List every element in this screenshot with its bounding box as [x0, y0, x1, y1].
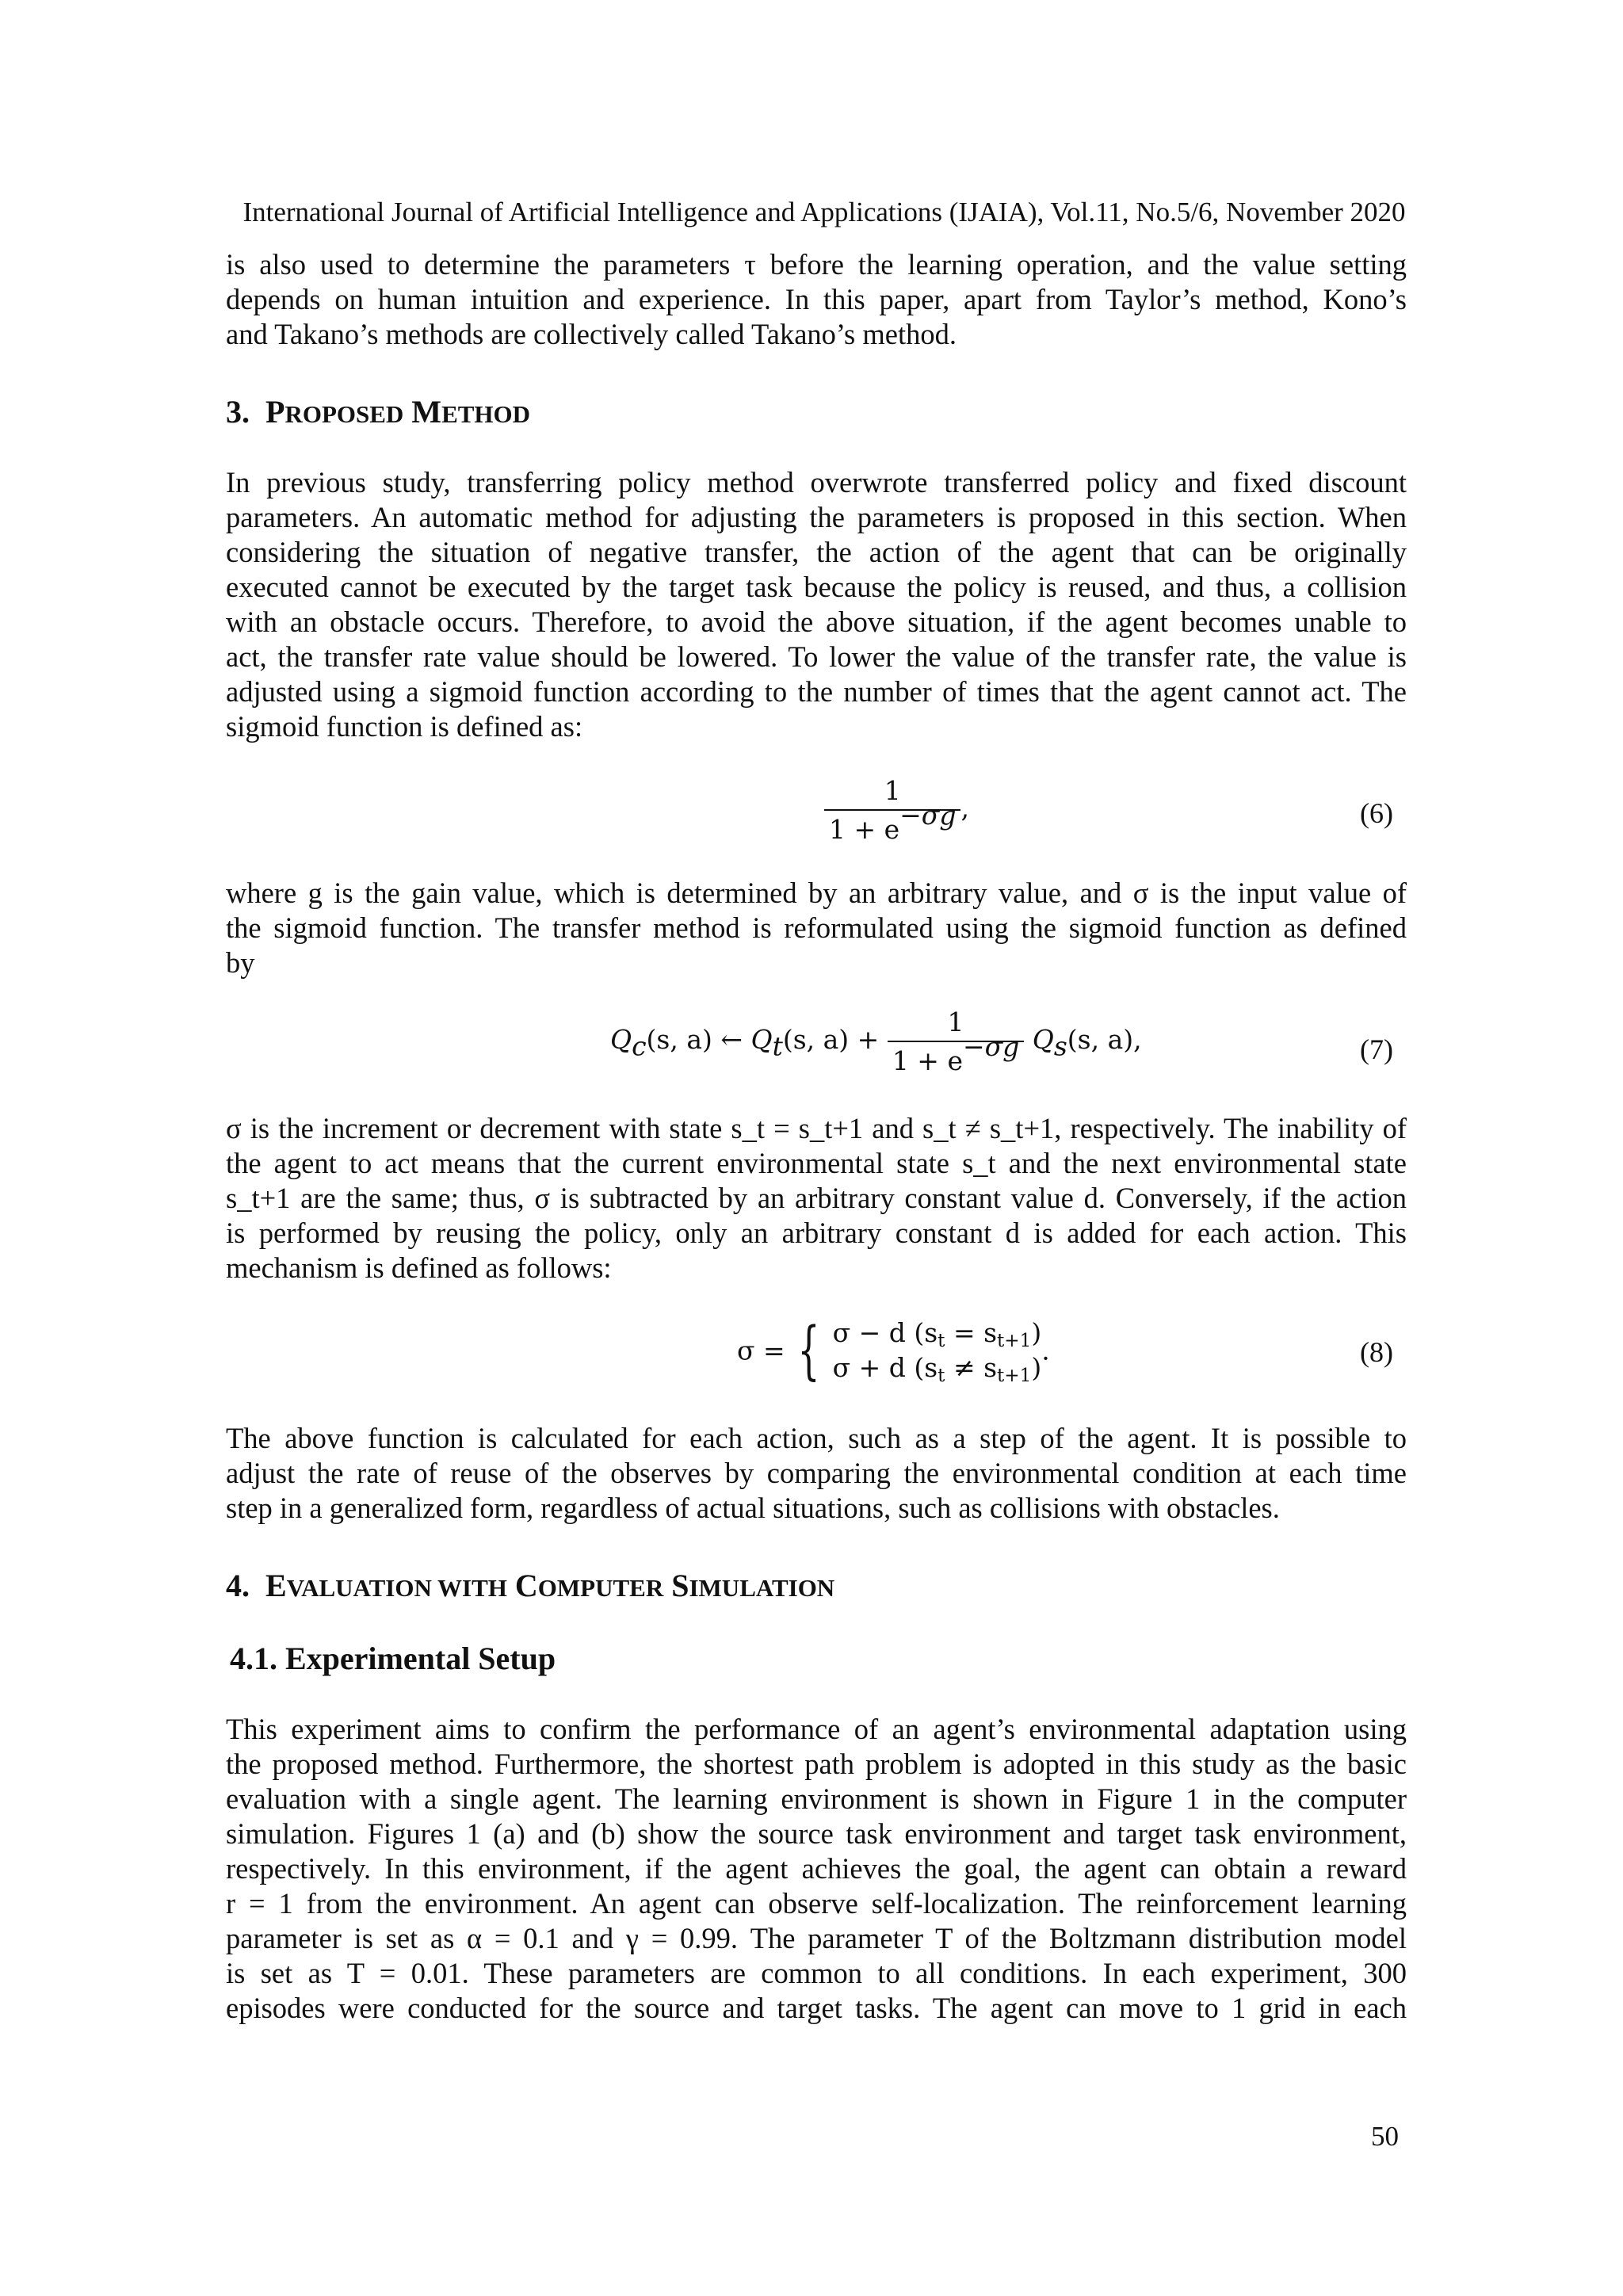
- equation-8: σ = { σ − d $(s_t = s_{t+1})$ σ + d $(s_t \ne s_{t+1})$ .: [737, 1313, 1050, 1387]
- equation-8-cases: σ − d $(s_t = s_{t+1})$ σ + d $(s_t \ne s_{t+1})$: [832, 1317, 1042, 1386]
- subsection-4-1-heading: 4.1. Experimental Setup: [230, 1641, 556, 1676]
- text-line: In previous study, transferring policy method overwrote transferred policy and fixed discount: [226, 466, 1407, 499]
- text-line: This experiment aims to confirm the performance of an agent’s environmental adaptation using: [226, 1713, 1407, 1745]
- text-line: sigmoid function is defined as:: [226, 710, 583, 743]
- running-header: International Journal of Artificial Intelligence and Applications (IJAIA), Vol.11, No.5/6, November 2020: [242, 197, 1406, 227]
- left-brace: {: [797, 1313, 820, 1387]
- text-line: is also used to determine the parameters τ before the learning operation, and the value setting: [226, 248, 1407, 281]
- text-line: The above function is calculated for each action, such as a step of the agent. It is possible to: [226, 1422, 1407, 1454]
- equation-7-label: (7): [1360, 1033, 1393, 1065]
- text-line: is performed by reusing the policy, only an arbitrary constant d is added for each action. This: [226, 1217, 1407, 1249]
- section-3-paragraph-4: [226, 1421, 1407, 1526]
- text-line: adjust the rate of reuse of the observes by comparing the environmental condition at each time: [226, 1457, 1407, 1489]
- text-line: and Takano’s methods are collectively called Takano’s method.: [226, 318, 957, 350]
- intro-paragraph: [226, 247, 1407, 352]
- text-line: step in a generalized form, regardless of actual situations, such as collisions with obstacles.: [226, 1492, 1280, 1524]
- section-3-paragraph-2: [226, 876, 1407, 980]
- text-line: the agent to act means that the current environmental state s_t and the next environmental state: [226, 1147, 1407, 1179]
- text-line: adjusted using a sigmoid function according to the number of times that the agent cannot act. The: [226, 675, 1407, 708]
- equation-6-label: (6): [1360, 797, 1393, 829]
- text-line: act, the transfer rate value should be lowered. To lower the value of the transfer rate, the value is: [226, 640, 1407, 673]
- section-3-paragraph-3: [226, 1111, 1407, 1286]
- section-3-heading: 3. PROPOSED METHOD: [226, 394, 531, 430]
- text-line: the sigmoid function. The transfer method is reformulated using the sigmoid function as defined: [226, 911, 1407, 944]
- text-line: episodes were conducted for the source and target tasks. The agent can move to 1 grid in each: [226, 1992, 1407, 2024]
- text-line: mechanism is defined as follows:: [226, 1251, 612, 1284]
- text-line: s_t+1 are the same; thus, σ is subtracted by an arbitrary constant value d. Conversely, if the action: [226, 1182, 1407, 1214]
- section-4-paragraph-1: [226, 1712, 1407, 2026]
- text-line: by: [226, 946, 255, 979]
- text-line: the proposed method. Furthermore, the shortest path problem is adopted in this study as the basic: [226, 1748, 1407, 1780]
- equation-8-label: (8): [1360, 1336, 1393, 1368]
- text-line: with an obstacle occurs. Therefore, to avoid the above situation, if the agent becomes unable to: [226, 606, 1407, 638]
- text-line: considering the situation of negative transfer, the action of the agent that can be originally: [226, 536, 1407, 568]
- page-number: 50: [1371, 2121, 1399, 2152]
- equation-7: $Q_c(s$, a) ← $Q_t(s$, a) + $\frac{1}{1 + e^{-\sigma g}}$ $Q_s(s$, a),: [610, 1007, 1142, 1076]
- text-line: is set as T = 0.01. These parameters are common to all conditions. In each experiment, 300: [226, 1957, 1407, 1989]
- text-line: σ is the increment or decrement with state s_t = s_t+1 and s_t ≠ s_t+1, respectively. The inability of: [226, 1112, 1407, 1144]
- text-line: executed cannot be executed by the target task because the policy is reused, and thus, a collision: [226, 571, 1407, 603]
- equation-6: $\frac{1}{1 + e^{-\sigma g}}$ ,: [824, 775, 969, 845]
- text-line: where g is the gain value, which is determined by an arbitrary value, and σ is the input value of: [226, 877, 1407, 909]
- section-3-paragraph-1: [226, 465, 1407, 744]
- text-line: parameters. An automatic method for adjusting the parameters is proposed in this section. When: [226, 501, 1407, 533]
- text-line: parameter is set as α = 0.1 and γ = 0.99. The parameter T of the Boltzmann distribution model: [226, 1922, 1407, 1954]
- text-line: simulation. Figures 1 (a) and (b) show the source task environment and target task environment,: [226, 1817, 1407, 1850]
- text-line: respectively. In this environment, if the agent achieves the goal, the agent can obtain a reward: [226, 1852, 1407, 1885]
- section-4-heading: 4. EVALUATION WITH COMPUTER SIMULATION: [226, 1568, 835, 1603]
- text-line: r = 1 from the environment. An agent can observe self-localization. The reinforcement learning: [226, 1887, 1407, 1920]
- text-line: evaluation with a single agent. The learning environment is shown in Figure 1 in the computer: [226, 1782, 1407, 1815]
- text-line: depends on human intuition and experience. In this paper, apart from Taylor’s method, Kono’s: [226, 283, 1407, 315]
